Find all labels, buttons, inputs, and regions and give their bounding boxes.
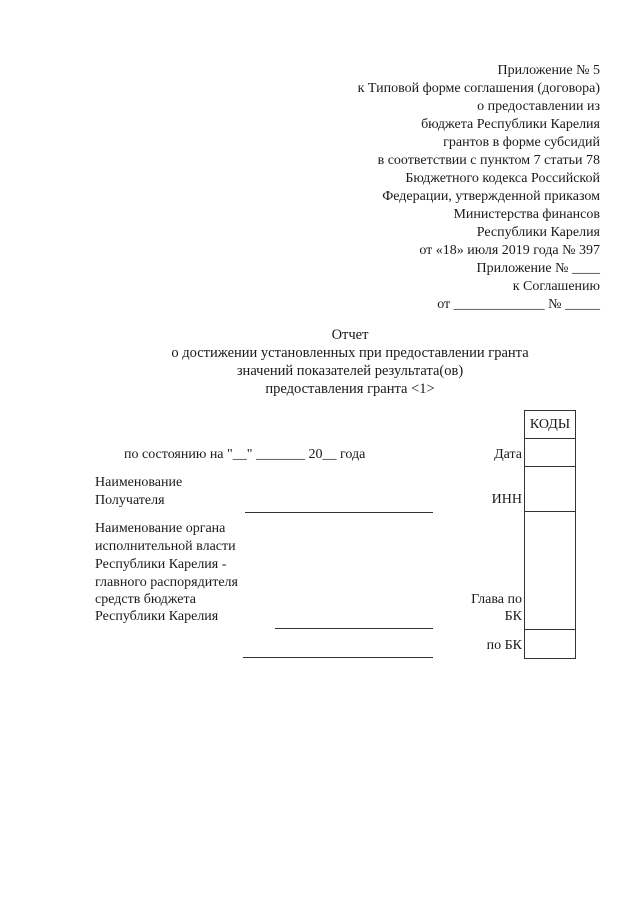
authority-label-line: средств бюджета <box>95 592 197 607</box>
codes-header: КОДЫ <box>529 417 571 432</box>
authority-label-line: Республики Карелия - <box>95 557 227 572</box>
inn-code-cell[interactable] <box>524 466 576 512</box>
appendix-line: от _____________ № _____ <box>437 297 600 312</box>
bk-line[interactable] <box>243 657 433 658</box>
authority-label-line: главного распорядителя <box>95 575 238 590</box>
appendix-line: Республики Карелия <box>476 225 600 240</box>
recipient-label: Получателя <box>95 493 165 508</box>
appendix-line: к Соглашению <box>512 279 600 294</box>
appendix-line: Федерации, утвержденной приказом <box>382 189 600 204</box>
appendix-line: Министерства финансов <box>453 207 600 222</box>
codes-header-cell <box>524 410 576 439</box>
appendix-line: бюджета Республики Карелия <box>421 117 600 132</box>
report-title-line: предоставления гранта <1> <box>265 381 435 397</box>
bk-code-cell[interactable] <box>524 629 576 659</box>
authority-label-line: Республики Карелия <box>95 609 219 624</box>
appendix-line: о предоставлении из <box>477 99 600 114</box>
authority-label-line: исполнительной власти <box>95 539 236 554</box>
authority-label-line: Наименование органа <box>95 521 226 536</box>
inn-label: ИНН <box>491 492 522 507</box>
date-code-cell[interactable] <box>524 438 576 467</box>
appendix-line: от «18» июля 2019 года № 397 <box>419 243 600 258</box>
chapter-code-cell[interactable] <box>524 511 576 630</box>
appendix-line: Приложение № ____ <box>476 261 600 276</box>
report-title-line: о достижении установленных при предоставлении гранта <box>171 345 529 361</box>
appendix-line: в соответствии с пунктом 7 статьи 78 <box>377 153 600 168</box>
appendix-line: к Типовой форме соглашения (договора) <box>357 81 600 96</box>
report-title-line: Отчет <box>331 327 369 343</box>
appendix-line: грантов в форме субсидий <box>443 135 600 150</box>
by-bk-label: по БК <box>486 638 522 653</box>
report-title-line: значений показателей результата(ов) <box>236 363 464 379</box>
chapter-label: БК <box>504 609 522 624</box>
appendix-line: Бюджетного кодекса Российской <box>405 171 600 186</box>
recipient-label: Наименование <box>95 475 183 490</box>
date-label: Дата <box>494 447 522 462</box>
as-of-date: по состоянию на "__" _______ 20__ года <box>124 447 366 462</box>
recipient-name-line[interactable] <box>245 512 433 513</box>
authority-name-line[interactable] <box>275 628 433 629</box>
appendix-line: Приложение № 5 <box>497 63 600 78</box>
chapter-label: Глава по <box>471 592 522 607</box>
